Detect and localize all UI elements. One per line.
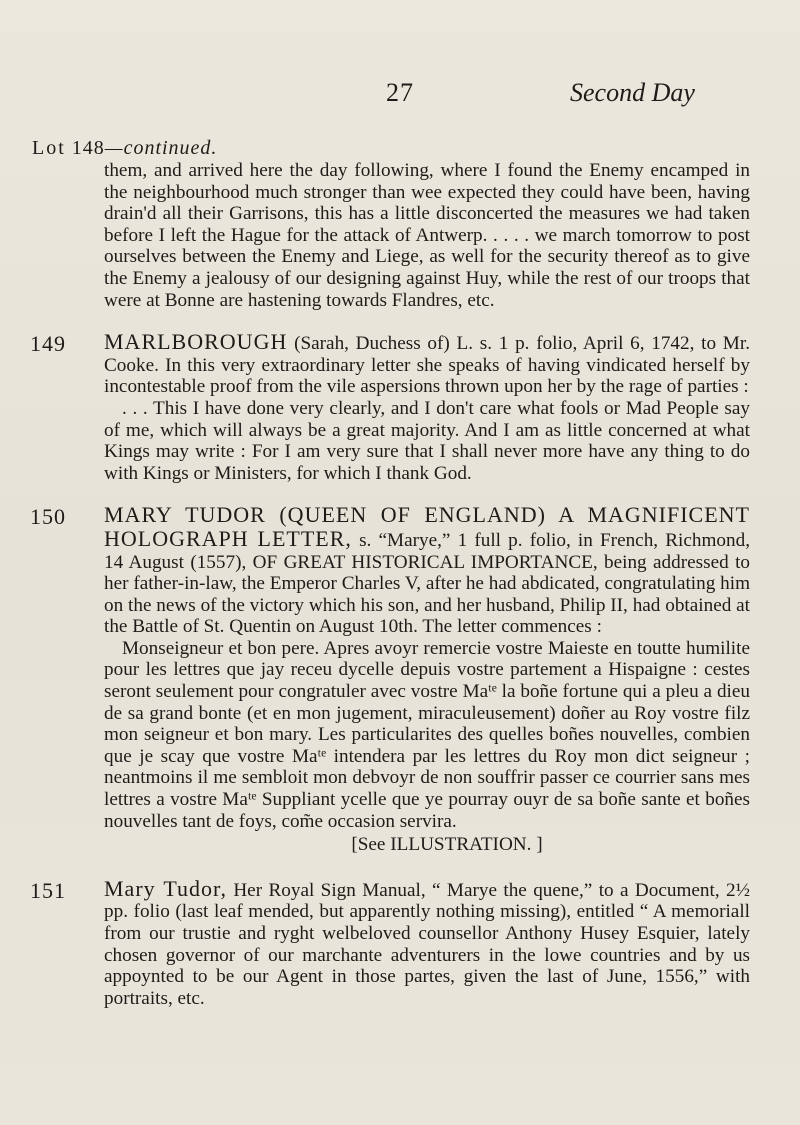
lot-149-heading: MARLBOROUGH [104, 329, 288, 355]
lot-150-text [104, 504, 750, 856]
lot-150-details: s. “Marye,” 1 full p. folio, in French, Richmond, 14 August (1557), OF GREAT HISTORICAL IMPORTANCE, being addressed to her father-in-law, the Emperor Charles V, after he had abdicated, congratulating him on the news of the victory which his son, and her husband, Philip II, had obtained at the Battle of St. Quentin on August 10th. The letter commences : [104, 529, 750, 638]
running-head: Second Day [570, 78, 695, 107]
lot-148-entry [30, 136, 770, 311]
lot-149-quote: . . . This I have done very clearly, and I don't care what fools or Mad People say of me, which will always be a great majority. And I am as little concerned at what Kings may write : For I am very sure that I shall never more have any thing to do with Kings or Ministers, for which I thank God. [104, 397, 750, 484]
lot-151-heading: Mary Tudor, [104, 875, 227, 901]
lot-150-quote: Monseigneur et bon pere. Apres avoyr remercie vostre Maieste en toutte humilite pour les lettres que jay receu dycelle depuis vostre partement a Hispaigne : cestes seront seulement pour congratuler avec vostre Maᵗᵉ la boñe fortune qui a pleu a dieu de sa grand bonte (et en mon jugement, miraculeusement) doñer au Roy vostre filz mon seigneur et bon mary. Les particularites des quelles boñes nouvelles, combien que je scay que vostre Maᵗᵉ intendera par les lettres du Roy mon dict seigneur ; neantmoins il me sembloit mon debvoyr de non souffrir passer ce courrier sans mes lettres a vostre Maᵗᵉ Suppliant ycelle que ye pourray ouyr de sa boñe sante et boñes nouvelles tant de foys, com̃e occasion servira. [104, 637, 750, 832]
lot-label: Lot [32, 137, 66, 159]
lot-148-text [104, 160, 750, 311]
lot-150-heading: MARY TUDOR (QUEEN OF ENGLAND) A MAGNIFICENT HOLOGRAPH LETTER, [104, 502, 750, 551]
lot-149-number: 149 [30, 331, 66, 357]
lot-entries [30, 136, 770, 1009]
lot-149-text [104, 331, 750, 484]
lot-151-description [104, 875, 750, 1010]
illustration-reference: [See ILLUSTRATION. ] [351, 834, 543, 856]
lot-148-heading [32, 136, 770, 160]
lot-150-description [104, 504, 750, 638]
lot-148-number: 148 [71, 137, 105, 159]
lot-149-details: (Sarah, Duchess of) L. s. 1 p. folio, April 6, 1742, to Mr. Cooke. In this very extraordinary letter she speaks of having vindicated herself by incontestable proof from the vile aspersions thrown upon her by the rage of parties : [104, 333, 750, 398]
lot-151-number: 151 [30, 877, 66, 903]
lot-149-entry [30, 331, 770, 484]
lot-151-entry [30, 875, 770, 1010]
page-number: 27 [386, 78, 414, 107]
lot-151-text [104, 875, 750, 1010]
lot-150-entry [30, 504, 770, 856]
continued-label: —continued. [104, 137, 218, 159]
lot-148-paragraph: them, and arrived here the day following, where I found the Enemy encamped in the neighbourhood much stronger than wee expected they could have been, having drain'd all their Garrisons, this has a little disconcerted the measures we had taken before I left the Hague for the attack of Antwerp. . . . . we march tomorrow to post ourselves between the Enemy and Liege, as well for the security thereof as to give the Enemy a jealousy of our designing against Huy, while the rest of our troops that were at Bonne are hastening towards Flandres, etc. [104, 160, 750, 311]
lot-151-details: Her Royal Sign Manual, “ Marye the quene,” to a Document, 2½ pp. folio (last leaf mended, but apparently nothing missing), entitled “ A memoriall from our trustie and ryght welbeloved counsellor Anthony Husey Esquier, lately chosen governor of our marchante adventurers in the lowe countries and by us appoynted to be our Agent in those partes, given the last of June, 1556,” with portraits, etc. [104, 879, 750, 1009]
lot-149-description [104, 331, 750, 398]
lot-150-number: 150 [30, 504, 66, 530]
